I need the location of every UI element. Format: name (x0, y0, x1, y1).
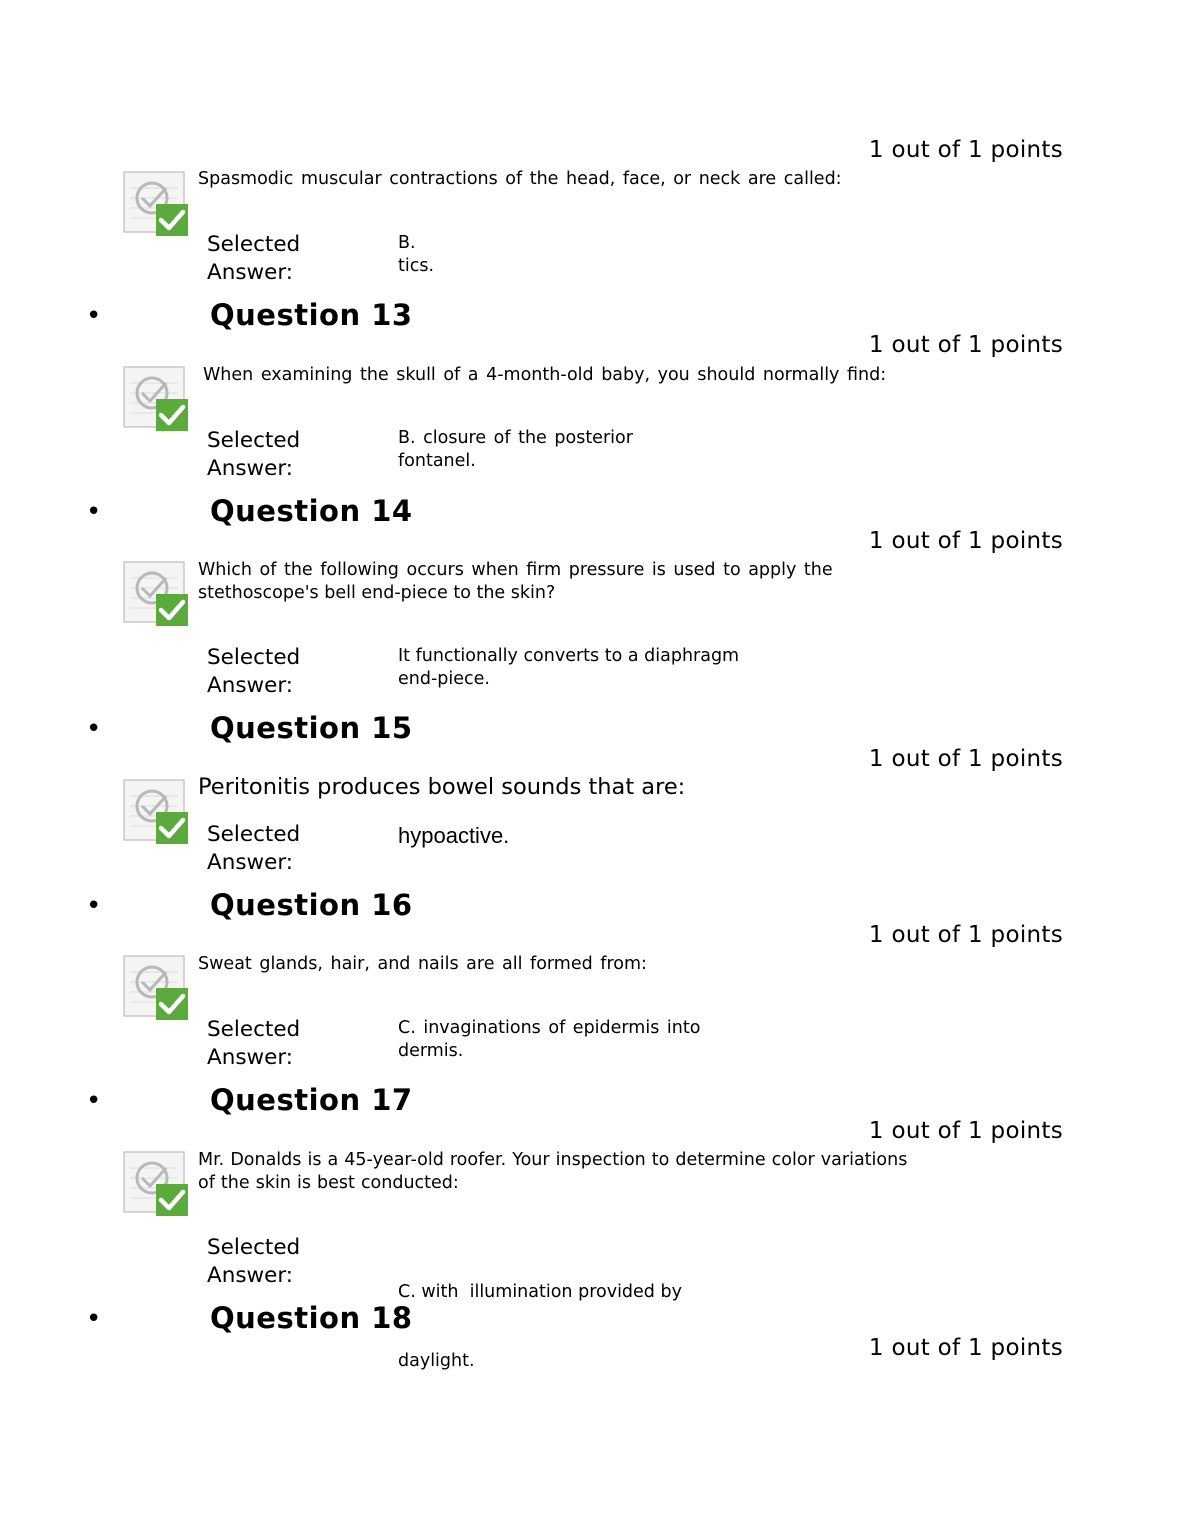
points-score: 1 out of 1 points (868, 137, 1063, 163)
selected-label-line: Answer: (207, 1263, 294, 1288)
correct-checkmark-icon (122, 778, 190, 846)
answer-line: C. with illumination provided by (398, 1282, 682, 1302)
selected-answer-text (398, 427, 633, 473)
selected-answer-text (398, 232, 434, 278)
answer-line: fontanel. (398, 451, 476, 471)
selected-answer-label (207, 1016, 300, 1072)
answer-line: dermis. (398, 1041, 464, 1061)
question-line: of the skin is best conducted: (198, 1173, 459, 1193)
selected-label-line: Answer: (207, 1045, 294, 1070)
question-line: Mr. Donalds is a 45-year-old roofer. Your inspection to determine color variations (198, 1150, 908, 1170)
question-heading: Question 13 (210, 298, 413, 332)
question-text (198, 559, 833, 605)
list-bullet: • (86, 1304, 102, 1334)
selected-label-line: Selected (207, 232, 301, 257)
list-bullet: • (86, 301, 102, 331)
selected-answer-text (398, 1017, 700, 1063)
answer-line: end-piece. (398, 669, 490, 689)
correct-checkmark-icon (122, 1150, 190, 1218)
list-bullet: • (86, 891, 102, 921)
question-heading: Question 16 (210, 888, 413, 922)
question-text (198, 953, 647, 976)
selected-answer-text (398, 1235, 682, 1396)
question-text (198, 168, 842, 191)
answer-line: B. closure of the posterior (398, 428, 633, 448)
selected-label-line: Answer: (207, 260, 294, 285)
list-bullet: • (86, 714, 102, 744)
question-heading: Question 17 (210, 1083, 413, 1117)
selected-answer-text (398, 824, 509, 847)
selected-label-line: Selected (207, 1235, 301, 1260)
selected-label-line: Selected (207, 645, 301, 670)
points-score: 1 out of 1 points (868, 1335, 1063, 1361)
correct-checkmark-icon (122, 170, 190, 238)
answer-line: B. (398, 233, 416, 253)
question-heading: Question 15 (210, 711, 413, 745)
points-score: 1 out of 1 points (868, 528, 1063, 554)
selected-label-line: Selected (207, 428, 301, 453)
points-score: 1 out of 1 points (868, 922, 1063, 948)
answer-line: C. invaginations of epidermis into (398, 1018, 701, 1038)
question-text (198, 1149, 907, 1195)
correct-checkmark-icon (122, 560, 190, 628)
question-line: Which of the following occurs when firm pressure is used to apply the (198, 560, 833, 580)
answer-line: daylight. (398, 1351, 475, 1371)
selected-label-line: Answer: (207, 456, 294, 481)
correct-checkmark-icon (122, 365, 190, 433)
points-score: 1 out of 1 points (868, 746, 1063, 772)
points-score: 1 out of 1 points (868, 1118, 1063, 1144)
question-line: Peritonitis produces bowel sounds that are: (198, 774, 686, 800)
answer-line: It functionally converts to a diaphragm (398, 646, 740, 666)
question-line: Spasmodic muscular contractions of the head, face, or neck are called: (198, 169, 842, 189)
selected-answer-label (207, 427, 300, 483)
question-line: stethoscope's bell end-piece to the skin? (198, 583, 556, 603)
selected-answer-label (207, 821, 300, 877)
correct-checkmark-icon (122, 954, 190, 1022)
question-text (198, 776, 685, 799)
selected-label-line: Answer: (207, 673, 294, 698)
selected-answer-label (207, 644, 300, 700)
selected-answer-label (207, 1234, 300, 1290)
list-bullet: • (86, 497, 102, 527)
answer-line: hypoactive. (398, 823, 510, 848)
question-text (203, 364, 886, 387)
selected-label-line: Selected (207, 1017, 301, 1042)
selected-answer-label (207, 231, 300, 287)
selected-label-line: Selected (207, 822, 301, 847)
points-score: 1 out of 1 points (868, 332, 1063, 358)
question-line: When examining the skull of a 4-month-old baby, you should normally find: (203, 365, 887, 385)
answer-line: tics. (398, 256, 435, 276)
list-bullet: • (86, 1086, 102, 1116)
question-heading: Question 18 (210, 1301, 413, 1335)
question-heading: Question 14 (210, 494, 413, 528)
selected-answer-text (398, 645, 739, 691)
question-line: Sweat glands, hair, and nails are all formed from: (198, 954, 647, 974)
selected-label-line: Answer: (207, 850, 294, 875)
